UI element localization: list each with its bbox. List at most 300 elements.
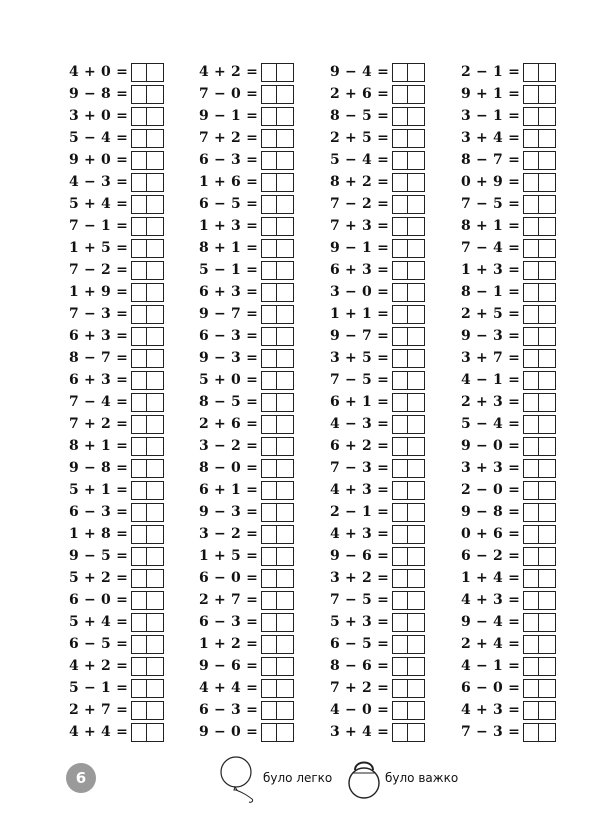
exercise-expression: 6 − 0 = bbox=[69, 592, 128, 608]
answer-boxes bbox=[523, 679, 556, 698]
exercise-row bbox=[285, 215, 425, 237]
exercise-row bbox=[24, 149, 164, 171]
answer-box-tens[interactable] bbox=[261, 459, 277, 478]
answer-box-tens[interactable] bbox=[261, 129, 277, 148]
exercise-row bbox=[154, 479, 294, 501]
answer-box-tens[interactable] bbox=[261, 85, 277, 104]
exercise-row bbox=[285, 633, 425, 655]
exercise-expression: 2 − 0 = bbox=[461, 482, 520, 498]
exercise-expression: 2 − 1 = bbox=[461, 64, 520, 80]
answer-box-units[interactable] bbox=[539, 173, 556, 192]
exercise-row bbox=[24, 655, 164, 677]
exercise-expression: 8 − 1 = bbox=[461, 284, 520, 300]
answer-box-tens[interactable] bbox=[523, 349, 539, 368]
exercise-expression: 9 − 8 = bbox=[69, 460, 128, 476]
answer-box-tens[interactable] bbox=[392, 217, 408, 236]
exercise-expression: 1 + 8 = bbox=[69, 526, 128, 542]
exercise-expression: 7 − 4 = bbox=[461, 240, 520, 256]
exercise-expression: 7 − 1 = bbox=[69, 218, 128, 234]
exercise-row bbox=[24, 303, 164, 325]
answer-box-tens[interactable] bbox=[523, 217, 539, 236]
answer-box-tens[interactable] bbox=[523, 723, 539, 742]
answer-box-tens[interactable] bbox=[261, 283, 277, 302]
exercise-expression: 7 + 2 = bbox=[69, 416, 128, 432]
exercise-row bbox=[416, 127, 556, 149]
exercise-expression: 7 − 2 = bbox=[330, 196, 389, 212]
exercise-expression: 7 − 0 = bbox=[199, 86, 258, 102]
exercise-row bbox=[285, 457, 425, 479]
answer-box-tens[interactable] bbox=[261, 723, 277, 742]
answer-boxes bbox=[523, 723, 556, 742]
answer-box-tens[interactable] bbox=[261, 569, 277, 588]
answer-box-tens[interactable] bbox=[523, 657, 539, 676]
exercise-row bbox=[285, 545, 425, 567]
exercise-expression: 3 + 7 = bbox=[461, 350, 520, 366]
exercise-row bbox=[154, 237, 294, 259]
answer-box-tens[interactable] bbox=[523, 437, 539, 456]
exercise-row bbox=[154, 413, 294, 435]
answer-box-tens[interactable] bbox=[131, 349, 147, 368]
exercise-row bbox=[24, 457, 164, 479]
exercise-expression: 9 − 3 = bbox=[461, 328, 520, 344]
answer-box-units[interactable] bbox=[539, 415, 556, 434]
exercise-row bbox=[24, 721, 164, 743]
answer-box-tens[interactable] bbox=[523, 327, 539, 346]
answer-boxes bbox=[523, 525, 556, 544]
exercise-row bbox=[416, 567, 556, 589]
answer-box-tens[interactable] bbox=[523, 503, 539, 522]
answer-box-tens[interactable] bbox=[392, 393, 408, 412]
answer-box-tens[interactable] bbox=[523, 415, 539, 434]
answer-box-units[interactable] bbox=[539, 525, 556, 544]
answer-box-tens[interactable] bbox=[392, 85, 408, 104]
answer-box-tens[interactable] bbox=[131, 327, 147, 346]
answer-boxes bbox=[523, 173, 556, 192]
answer-box-tens[interactable] bbox=[523, 569, 539, 588]
answer-box-units[interactable] bbox=[539, 591, 556, 610]
exercise-row bbox=[416, 589, 556, 611]
exercise-row bbox=[154, 61, 294, 83]
exercise-expression: 6 + 3 = bbox=[330, 262, 389, 278]
answer-box-tens[interactable] bbox=[392, 129, 408, 148]
exercise-row bbox=[154, 149, 294, 171]
exercise-expression: 7 + 2 = bbox=[330, 680, 389, 696]
answer-box-tens[interactable] bbox=[523, 63, 539, 82]
answer-box-tens[interactable] bbox=[523, 591, 539, 610]
answer-box-tens[interactable] bbox=[392, 701, 408, 720]
exercise-expression: 6 + 1 = bbox=[199, 482, 258, 498]
answer-box-tens[interactable] bbox=[392, 503, 408, 522]
answer-box-units[interactable] bbox=[539, 437, 556, 456]
exercise-expression: 7 − 5 = bbox=[461, 196, 520, 212]
answer-box-tens[interactable] bbox=[131, 85, 147, 104]
answer-box-tens[interactable] bbox=[523, 481, 539, 500]
answer-box-tens[interactable] bbox=[131, 217, 147, 236]
answer-box-tens[interactable] bbox=[131, 195, 147, 214]
answer-box-units[interactable] bbox=[539, 107, 556, 126]
exercise-row bbox=[154, 523, 294, 545]
answer-box-tens[interactable] bbox=[131, 151, 147, 170]
answer-boxes bbox=[523, 261, 556, 280]
exercise-row bbox=[24, 479, 164, 501]
exercise-expression: 1 + 9 = bbox=[69, 284, 128, 300]
answer-box-tens[interactable] bbox=[392, 437, 408, 456]
exercise-expression: 5 − 4 = bbox=[330, 152, 389, 168]
answer-box-tens[interactable] bbox=[392, 327, 408, 346]
answer-box-units[interactable] bbox=[539, 613, 556, 632]
answer-box-tens[interactable] bbox=[392, 547, 408, 566]
answer-box-tens[interactable] bbox=[131, 437, 147, 456]
answer-box-tens[interactable] bbox=[392, 195, 408, 214]
answer-box-tens[interactable] bbox=[131, 173, 147, 192]
answer-box-tens[interactable] bbox=[523, 635, 539, 654]
answer-box-tens[interactable] bbox=[131, 613, 147, 632]
answer-box-tens[interactable] bbox=[523, 547, 539, 566]
exercise-expression: 5 − 1 = bbox=[69, 680, 128, 696]
answer-box-units[interactable] bbox=[539, 701, 556, 720]
answer-box-tens[interactable] bbox=[261, 481, 277, 500]
exercise-expression: 7 − 3 = bbox=[330, 460, 389, 476]
answer-box-tens[interactable] bbox=[392, 569, 408, 588]
answer-box-tens[interactable] bbox=[131, 107, 147, 126]
exercise-row bbox=[154, 655, 294, 677]
answer-box-tens[interactable] bbox=[131, 701, 147, 720]
exercise-row bbox=[285, 105, 425, 127]
answer-box-units[interactable] bbox=[539, 723, 556, 742]
exercise-expression: 9 − 3 = bbox=[199, 504, 258, 520]
exercise-expression: 9 − 6 = bbox=[330, 548, 389, 564]
answer-box-tens[interactable] bbox=[131, 239, 147, 258]
answer-box-tens[interactable] bbox=[392, 613, 408, 632]
answer-box-tens[interactable] bbox=[261, 657, 277, 676]
answer-box-units[interactable] bbox=[539, 503, 556, 522]
answer-box-units[interactable] bbox=[539, 349, 556, 368]
answer-box-tens[interactable] bbox=[261, 591, 277, 610]
answer-box-tens[interactable] bbox=[523, 525, 539, 544]
exercise-expression: 5 − 1 = bbox=[199, 262, 258, 278]
answer-box-tens[interactable] bbox=[131, 525, 147, 544]
exercise-expression: 4 − 1 = bbox=[461, 658, 520, 674]
answer-box-tens[interactable] bbox=[392, 349, 408, 368]
answer-boxes bbox=[523, 283, 556, 302]
exercise-row bbox=[154, 699, 294, 721]
answer-box-tens[interactable] bbox=[131, 569, 147, 588]
answer-box-tens[interactable] bbox=[261, 635, 277, 654]
exercise-expression: 9 − 0 = bbox=[199, 724, 258, 740]
exercise-row bbox=[416, 699, 556, 721]
exercise-row bbox=[285, 523, 425, 545]
answer-box-units[interactable] bbox=[539, 371, 556, 390]
exercise-expression: 7 − 4 = bbox=[69, 394, 128, 410]
answer-box-tens[interactable] bbox=[261, 415, 277, 434]
exercise-expression: 4 + 2 = bbox=[199, 64, 258, 80]
answer-box-tens[interactable] bbox=[392, 305, 408, 324]
exercise-expression: 5 − 4 = bbox=[461, 416, 520, 432]
exercise-row bbox=[285, 677, 425, 699]
exercise-expression: 1 + 1 = bbox=[330, 306, 389, 322]
answer-box-tens[interactable] bbox=[392, 459, 408, 478]
answer-box-units[interactable] bbox=[539, 569, 556, 588]
exercise-expression: 6 + 2 = bbox=[330, 438, 389, 454]
exercise-row bbox=[285, 721, 425, 743]
exercise-expression: 5 + 1 = bbox=[69, 482, 128, 498]
exercise-expression: 9 − 7 = bbox=[330, 328, 389, 344]
exercise-expression: 9 − 7 = bbox=[199, 306, 258, 322]
answer-box-units[interactable] bbox=[539, 305, 556, 324]
exercise-expression: 7 − 3 = bbox=[69, 306, 128, 322]
answer-box-tens[interactable] bbox=[131, 283, 147, 302]
answer-box-tens[interactable] bbox=[131, 305, 147, 324]
exercise-row bbox=[416, 237, 556, 259]
exercise-row bbox=[285, 61, 425, 83]
exercise-expression: 1 + 6 = bbox=[199, 174, 258, 190]
answer-box-tens[interactable] bbox=[523, 283, 539, 302]
answer-box-tens[interactable] bbox=[392, 723, 408, 742]
exercise-expression: 3 − 2 = bbox=[199, 526, 258, 542]
answer-boxes bbox=[523, 195, 556, 214]
exercise-row bbox=[24, 611, 164, 633]
answer-box-tens[interactable] bbox=[392, 525, 408, 544]
answer-box-tens[interactable] bbox=[131, 481, 147, 500]
answer-box-units[interactable] bbox=[539, 679, 556, 698]
exercise-row bbox=[24, 83, 164, 105]
answer-boxes bbox=[523, 107, 556, 126]
answer-box-tens[interactable] bbox=[261, 547, 277, 566]
exercise-row bbox=[416, 523, 556, 545]
answer-box-tens[interactable] bbox=[392, 173, 408, 192]
exercise-row bbox=[154, 589, 294, 611]
answer-box-tens[interactable] bbox=[131, 591, 147, 610]
answer-box-tens[interactable] bbox=[261, 327, 277, 346]
exercise-row bbox=[24, 61, 164, 83]
exercise-row bbox=[285, 391, 425, 413]
legend-hard bbox=[344, 756, 458, 800]
answer-box-units[interactable] bbox=[539, 635, 556, 654]
answer-box-units[interactable] bbox=[539, 151, 556, 170]
answer-box-tens[interactable] bbox=[392, 679, 408, 698]
answer-boxes bbox=[523, 371, 556, 390]
answer-box-units[interactable] bbox=[539, 85, 556, 104]
exercise-expression: 3 − 0 = bbox=[330, 284, 389, 300]
answer-box-tens[interactable] bbox=[131, 129, 147, 148]
exercise-expression: 6 − 3 = bbox=[69, 504, 128, 520]
exercise-expression: 2 + 5 = bbox=[461, 306, 520, 322]
answer-box-tens[interactable] bbox=[131, 657, 147, 676]
answer-box-units[interactable] bbox=[539, 459, 556, 478]
exercise-row bbox=[154, 347, 294, 369]
answer-box-tens[interactable] bbox=[131, 459, 147, 478]
exercise-expression: 1 + 5 = bbox=[199, 548, 258, 564]
exercise-row bbox=[285, 281, 425, 303]
exercise-row bbox=[154, 325, 294, 347]
answer-box-tens[interactable] bbox=[261, 261, 277, 280]
exercise-expression: 7 − 3 = bbox=[461, 724, 520, 740]
answer-boxes bbox=[523, 503, 556, 522]
exercise-expression: 4 − 1 = bbox=[461, 372, 520, 388]
exercise-row bbox=[154, 545, 294, 567]
exercise-expression: 5 + 2 = bbox=[69, 570, 128, 586]
exercise-expression: 6 − 3 = bbox=[199, 614, 258, 630]
exercise-row bbox=[416, 677, 556, 699]
answer-box-tens[interactable] bbox=[261, 437, 277, 456]
answer-box-tens[interactable] bbox=[131, 635, 147, 654]
answer-box-tens[interactable] bbox=[131, 679, 147, 698]
exercise-row bbox=[285, 589, 425, 611]
exercise-expression: 2 + 7 = bbox=[69, 702, 128, 718]
exercise-row bbox=[154, 303, 294, 325]
answer-box-tens[interactable] bbox=[261, 239, 277, 258]
answer-box-tens[interactable] bbox=[131, 63, 147, 82]
exercise-row bbox=[154, 171, 294, 193]
exercise-row bbox=[24, 347, 164, 369]
exercise-row bbox=[24, 545, 164, 567]
exercise-expression: 6 + 3 = bbox=[199, 284, 258, 300]
answer-box-tens[interactable] bbox=[261, 173, 277, 192]
exercise-row bbox=[285, 83, 425, 105]
exercise-expression: 4 − 3 = bbox=[330, 416, 389, 432]
answer-box-tens[interactable] bbox=[392, 415, 408, 434]
exercise-expression: 7 + 3 = bbox=[330, 218, 389, 234]
legend-easy-label: було легко bbox=[263, 771, 333, 785]
exercise-row bbox=[285, 347, 425, 369]
answer-box-tens[interactable] bbox=[523, 459, 539, 478]
answer-box-units[interactable] bbox=[539, 195, 556, 214]
exercise-row bbox=[416, 303, 556, 325]
answer-box-tens[interactable] bbox=[131, 723, 147, 742]
exercise-row bbox=[154, 611, 294, 633]
answer-box-tens[interactable] bbox=[261, 107, 277, 126]
answer-box-units[interactable] bbox=[539, 393, 556, 412]
answer-box-tens[interactable] bbox=[392, 261, 408, 280]
exercise-row bbox=[24, 215, 164, 237]
exercise-expression: 1 + 3 = bbox=[461, 262, 520, 278]
answer-box-tens[interactable] bbox=[392, 371, 408, 390]
answer-box-tens[interactable] bbox=[392, 635, 408, 654]
exercise-row bbox=[285, 303, 425, 325]
exercise-expression: 3 + 0 = bbox=[69, 108, 128, 124]
exercise-expression: 7 − 2 = bbox=[69, 262, 128, 278]
answer-box-units[interactable] bbox=[539, 327, 556, 346]
answer-box-tens[interactable] bbox=[392, 591, 408, 610]
answer-box-tens[interactable] bbox=[261, 613, 277, 632]
exercise-expression: 9 − 6 = bbox=[199, 658, 258, 674]
answer-box-units[interactable] bbox=[539, 481, 556, 500]
exercise-expression: 4 − 0 = bbox=[330, 702, 389, 718]
answer-box-tens[interactable] bbox=[523, 393, 539, 412]
answer-box-tens[interactable] bbox=[261, 349, 277, 368]
answer-box-tens[interactable] bbox=[523, 239, 539, 258]
exercise-expression: 0 + 6 = bbox=[461, 526, 520, 542]
answer-box-units[interactable] bbox=[539, 63, 556, 82]
exercise-column-1 bbox=[24, 61, 164, 743]
answer-box-tens[interactable] bbox=[131, 547, 147, 566]
exercise-row bbox=[154, 501, 294, 523]
answer-box-tens[interactable] bbox=[392, 151, 408, 170]
answer-box-tens[interactable] bbox=[261, 195, 277, 214]
answer-box-tens[interactable] bbox=[261, 217, 277, 236]
answer-box-tens[interactable] bbox=[392, 239, 408, 258]
exercise-row bbox=[285, 501, 425, 523]
answer-box-tens[interactable] bbox=[392, 657, 408, 676]
answer-box-units[interactable] bbox=[539, 283, 556, 302]
answer-box-tens[interactable] bbox=[131, 371, 147, 390]
answer-box-tens[interactable] bbox=[261, 679, 277, 698]
answer-box-tens[interactable] bbox=[523, 305, 539, 324]
answer-box-tens[interactable] bbox=[131, 415, 147, 434]
exercise-expression: 9 − 4 = bbox=[330, 64, 389, 80]
exercise-row bbox=[285, 171, 425, 193]
exercise-row bbox=[154, 633, 294, 655]
answer-box-tens[interactable] bbox=[392, 283, 408, 302]
answer-box-tens[interactable] bbox=[523, 85, 539, 104]
exercise-column-4 bbox=[416, 61, 556, 743]
exercise-row bbox=[24, 413, 164, 435]
answer-box-tens[interactable] bbox=[392, 63, 408, 82]
answer-box-tens[interactable] bbox=[261, 525, 277, 544]
answer-box-tens[interactable] bbox=[523, 371, 539, 390]
exercise-row bbox=[24, 105, 164, 127]
answer-box-units[interactable] bbox=[539, 129, 556, 148]
answer-box-units[interactable] bbox=[539, 657, 556, 676]
answer-box-units[interactable] bbox=[539, 239, 556, 258]
answer-box-tens[interactable] bbox=[523, 129, 539, 148]
answer-box-tens[interactable] bbox=[261, 371, 277, 390]
exercise-row bbox=[24, 567, 164, 589]
answer-box-tens[interactable] bbox=[523, 195, 539, 214]
answer-box-tens[interactable] bbox=[523, 613, 539, 632]
exercise-expression: 9 + 0 = bbox=[69, 152, 128, 168]
answer-box-tens[interactable] bbox=[131, 503, 147, 522]
exercise-row bbox=[24, 589, 164, 611]
answer-box-tens[interactable] bbox=[523, 173, 539, 192]
answer-box-tens[interactable] bbox=[523, 261, 539, 280]
answer-box-tens[interactable] bbox=[261, 393, 277, 412]
answer-box-tens[interactable] bbox=[523, 107, 539, 126]
answer-box-tens[interactable] bbox=[523, 151, 539, 170]
answer-box-tens[interactable] bbox=[523, 701, 539, 720]
answer-box-tens[interactable] bbox=[392, 107, 408, 126]
answer-box-tens[interactable] bbox=[392, 481, 408, 500]
exercise-row bbox=[416, 61, 556, 83]
exercise-row bbox=[416, 193, 556, 215]
answer-box-tens[interactable] bbox=[261, 63, 277, 82]
exercise-expression: 3 + 4 = bbox=[330, 724, 389, 740]
answer-box-units[interactable] bbox=[539, 547, 556, 566]
exercise-expression: 9 + 1 = bbox=[461, 86, 520, 102]
answer-box-tens[interactable] bbox=[261, 701, 277, 720]
answer-box-tens[interactable] bbox=[261, 503, 277, 522]
exercise-row bbox=[416, 611, 556, 633]
answer-boxes bbox=[523, 569, 556, 588]
exercise-row bbox=[154, 83, 294, 105]
answer-box-tens[interactable] bbox=[523, 679, 539, 698]
answer-box-units[interactable] bbox=[539, 217, 556, 236]
answer-boxes bbox=[523, 547, 556, 566]
answer-box-tens[interactable] bbox=[131, 393, 147, 412]
exercise-row bbox=[24, 325, 164, 347]
answer-box-tens[interactable] bbox=[131, 261, 147, 280]
exercise-expression: 5 − 4 = bbox=[69, 130, 128, 146]
answer-box-tens[interactable] bbox=[261, 151, 277, 170]
exercise-row bbox=[24, 259, 164, 281]
answer-box-units[interactable] bbox=[539, 261, 556, 280]
exercise-row bbox=[285, 435, 425, 457]
exercise-row bbox=[285, 259, 425, 281]
exercise-row bbox=[416, 171, 556, 193]
exercise-expression: 2 + 6 = bbox=[199, 416, 258, 432]
answer-box-tens[interactable] bbox=[261, 305, 277, 324]
exercise-expression: 5 + 0 = bbox=[199, 372, 258, 388]
